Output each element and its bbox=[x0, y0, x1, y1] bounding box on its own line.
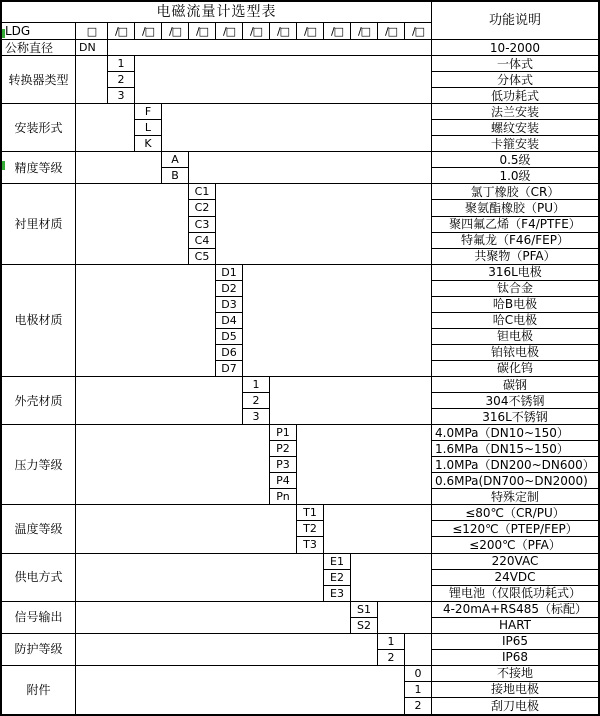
desc-cell: 聚四氟乙烯（F4/PTFE） bbox=[432, 217, 598, 233]
code-cell: S2 bbox=[351, 618, 378, 634]
function-header: 功能说明 bbox=[432, 2, 598, 40]
code-cell: 1 bbox=[243, 377, 270, 393]
code-cell: T3 bbox=[297, 537, 324, 553]
empty-cell bbox=[243, 265, 432, 377]
desc-cell: 法兰安装 bbox=[432, 104, 598, 120]
model-slot-cell: /□ bbox=[405, 23, 432, 40]
code-cell: 2 bbox=[405, 698, 432, 714]
code-cell: T1 bbox=[297, 505, 324, 521]
desc-cell: 1.0MPa（DN200~DN600） bbox=[432, 457, 598, 473]
code-cell: A bbox=[162, 152, 189, 168]
code-cell: C1 bbox=[189, 184, 216, 200]
empty-cell bbox=[76, 666, 405, 714]
code-cell: P2 bbox=[270, 441, 297, 457]
desc-cell: 220VAC bbox=[432, 554, 598, 570]
empty-cell bbox=[297, 425, 432, 505]
empty-cell bbox=[76, 56, 108, 104]
empty-cell bbox=[405, 634, 432, 666]
empty-cell bbox=[76, 554, 324, 602]
desc-cell: 316L电极 bbox=[432, 265, 598, 281]
model-prefix-cell: LDG bbox=[2, 23, 76, 40]
empty-cell bbox=[76, 505, 297, 553]
code-cell: 0 bbox=[405, 666, 432, 682]
dn-label-cell: 公称直径 bbox=[2, 40, 76, 56]
code-cell: D7 bbox=[216, 361, 243, 377]
model-slot-cell: /□ bbox=[216, 23, 243, 40]
code-cell: T2 bbox=[297, 521, 324, 537]
empty-cell bbox=[76, 104, 135, 152]
model-slot-cell: /□ bbox=[108, 23, 135, 40]
desc-cell: 分体式 bbox=[432, 72, 598, 88]
code-cell: 3 bbox=[243, 409, 270, 425]
desc-cell: 钽电极 bbox=[432, 329, 598, 345]
empty-cell bbox=[108, 40, 432, 56]
code-cell: F bbox=[135, 104, 162, 120]
desc-cell: 铂铱电极 bbox=[432, 345, 598, 361]
group-label-cell: 转换器类型 bbox=[2, 56, 76, 104]
model-slot-cell: /□ bbox=[378, 23, 405, 40]
desc-cell: 锂电池（仅限低功耗式） bbox=[432, 586, 598, 602]
desc-cell: 1.6MPa（DN15~150） bbox=[432, 441, 598, 457]
code-cell: D6 bbox=[216, 345, 243, 361]
desc-cell: 不接地 bbox=[432, 666, 598, 682]
model-slot-cell: /□ bbox=[270, 23, 297, 40]
code-cell: 1 bbox=[378, 634, 405, 650]
empty-cell bbox=[76, 184, 189, 264]
code-cell: E3 bbox=[324, 586, 351, 602]
model-slot-cell: /□ bbox=[324, 23, 351, 40]
model-slot-cell: /□ bbox=[243, 23, 270, 40]
group-label-cell: 压力等级 bbox=[2, 425, 76, 505]
empty-cell bbox=[189, 152, 432, 184]
empty-cell bbox=[162, 104, 432, 152]
desc-cell: 刮刀电极 bbox=[490, 698, 539, 713]
code-cell: L bbox=[135, 120, 162, 136]
empty-cell bbox=[76, 377, 243, 425]
empty-cell bbox=[270, 377, 432, 425]
desc-cell: 螺纹安装 bbox=[432, 120, 598, 136]
desc-cell: 4.0MPa（DN10~150） bbox=[432, 425, 598, 441]
desc-cell: HART bbox=[432, 618, 598, 634]
desc-cell: 特氟龙（F46/FEP） bbox=[432, 233, 598, 249]
desc-cell: ≤200℃（PFA） bbox=[432, 537, 598, 553]
group-label-cell: 精度等级 bbox=[2, 152, 76, 184]
code-cell: D2 bbox=[216, 281, 243, 297]
table-title: 电磁流量计选型表 bbox=[2, 2, 432, 23]
empty-cell bbox=[76, 265, 216, 377]
code-cell: C4 bbox=[189, 233, 216, 249]
desc-cell: 哈C电极 bbox=[432, 313, 598, 329]
group-label-cell: 外壳材质 bbox=[2, 377, 76, 425]
desc-cell: 钛合金 bbox=[432, 281, 598, 297]
group-label-cell: 供电方式 bbox=[2, 554, 76, 602]
group-label-cell: 衬里材质 bbox=[2, 184, 76, 264]
desc-cell: 哈B电极 bbox=[432, 297, 598, 313]
code-cell: 2 bbox=[378, 650, 405, 666]
code-cell: Pn bbox=[270, 489, 297, 505]
empty-cell bbox=[216, 184, 432, 264]
desc-cell: 氯丁橡胶（CR） bbox=[432, 184, 598, 200]
desc-cell: 1.0级 bbox=[432, 168, 598, 184]
code-cell: D3 bbox=[216, 297, 243, 313]
code-cell: D1 bbox=[216, 265, 243, 281]
empty-cell bbox=[76, 152, 162, 184]
desc-cell: 低功耗式 bbox=[432, 88, 598, 104]
model-slot-cell: /□ bbox=[351, 23, 378, 40]
group-label-cell: 电极材质 bbox=[2, 265, 76, 377]
desc-cell: ≤120℃（PTEP/FEP） bbox=[432, 521, 598, 537]
desc-cell: 304不锈钢 bbox=[432, 393, 598, 409]
desc-cell: IP68 bbox=[432, 650, 598, 666]
group-label-cell: 信号输出 bbox=[2, 602, 76, 634]
model-slot-cell: /□ bbox=[135, 23, 162, 40]
empty-cell bbox=[76, 602, 351, 634]
code-cell: 3 bbox=[108, 88, 135, 104]
empty-cell bbox=[76, 425, 270, 505]
group-label-cell: 温度等级 bbox=[2, 505, 76, 553]
desc-cell: 0.5级 bbox=[432, 152, 598, 168]
desc-cell: IP65 bbox=[432, 634, 598, 650]
empty-cell bbox=[351, 554, 432, 602]
code-cell: D4 bbox=[216, 313, 243, 329]
desc-cell: 一体式 bbox=[432, 56, 598, 72]
empty-cell bbox=[76, 634, 378, 666]
dn-desc-cell: 10-2000 bbox=[432, 40, 598, 56]
empty-cell bbox=[378, 602, 432, 634]
empty-cell bbox=[135, 56, 432, 104]
desc-cell: 316L不锈钢 bbox=[432, 409, 598, 425]
code-cell: 2 bbox=[243, 393, 270, 409]
group-label-cell: 安装形式 bbox=[2, 104, 76, 152]
desc-cell: 聚氨酯橡胶（PU） bbox=[432, 200, 598, 216]
code-cell: D5 bbox=[216, 329, 243, 345]
desc-cell: ≤80℃（CR/PU） bbox=[432, 505, 598, 521]
code-cell: C3 bbox=[189, 217, 216, 233]
desc-cell: 共聚物（PFA） bbox=[432, 249, 598, 265]
desc-cell: 24VDC bbox=[432, 570, 598, 586]
code-cell: E2 bbox=[324, 570, 351, 586]
code-cell: P4 bbox=[270, 473, 297, 489]
code-cell: S1 bbox=[351, 602, 378, 618]
group-label-cell: 附件 bbox=[2, 666, 76, 714]
code-cell: K bbox=[135, 136, 162, 152]
code-cell: C5 bbox=[189, 249, 216, 265]
code-cell: B bbox=[162, 168, 189, 184]
group-label-cell: 防护等级 bbox=[2, 634, 76, 666]
empty-cell bbox=[324, 505, 432, 553]
desc-cell: 4-20mA+RS485（标配） bbox=[432, 602, 598, 618]
code-cell: 1 bbox=[405, 682, 432, 698]
code-cell: 2 bbox=[108, 72, 135, 88]
desc-cell: 特殊定制 bbox=[432, 489, 598, 505]
model-box-cell: □ bbox=[76, 23, 108, 40]
code-cell: E1 bbox=[324, 554, 351, 570]
model-slot-cell: /□ bbox=[162, 23, 189, 40]
model-slot-cell: /□ bbox=[297, 23, 324, 40]
dn-code-cell: DN bbox=[76, 40, 108, 56]
desc-cell: 接地电极 bbox=[432, 682, 598, 698]
desc-cell: 碳钢 bbox=[432, 377, 598, 393]
desc-cell: 碳化钨 bbox=[432, 361, 598, 377]
model-slot-cell: /□ bbox=[189, 23, 216, 40]
desc-cell: 0.6MPa(DN700~DN2000) bbox=[432, 473, 598, 489]
code-cell: C2 bbox=[189, 200, 216, 216]
code-cell: 1 bbox=[108, 56, 135, 72]
desc-cell: 卡箍安装 bbox=[432, 136, 598, 152]
code-cell: P1 bbox=[270, 425, 297, 441]
code-cell: P3 bbox=[270, 457, 297, 473]
